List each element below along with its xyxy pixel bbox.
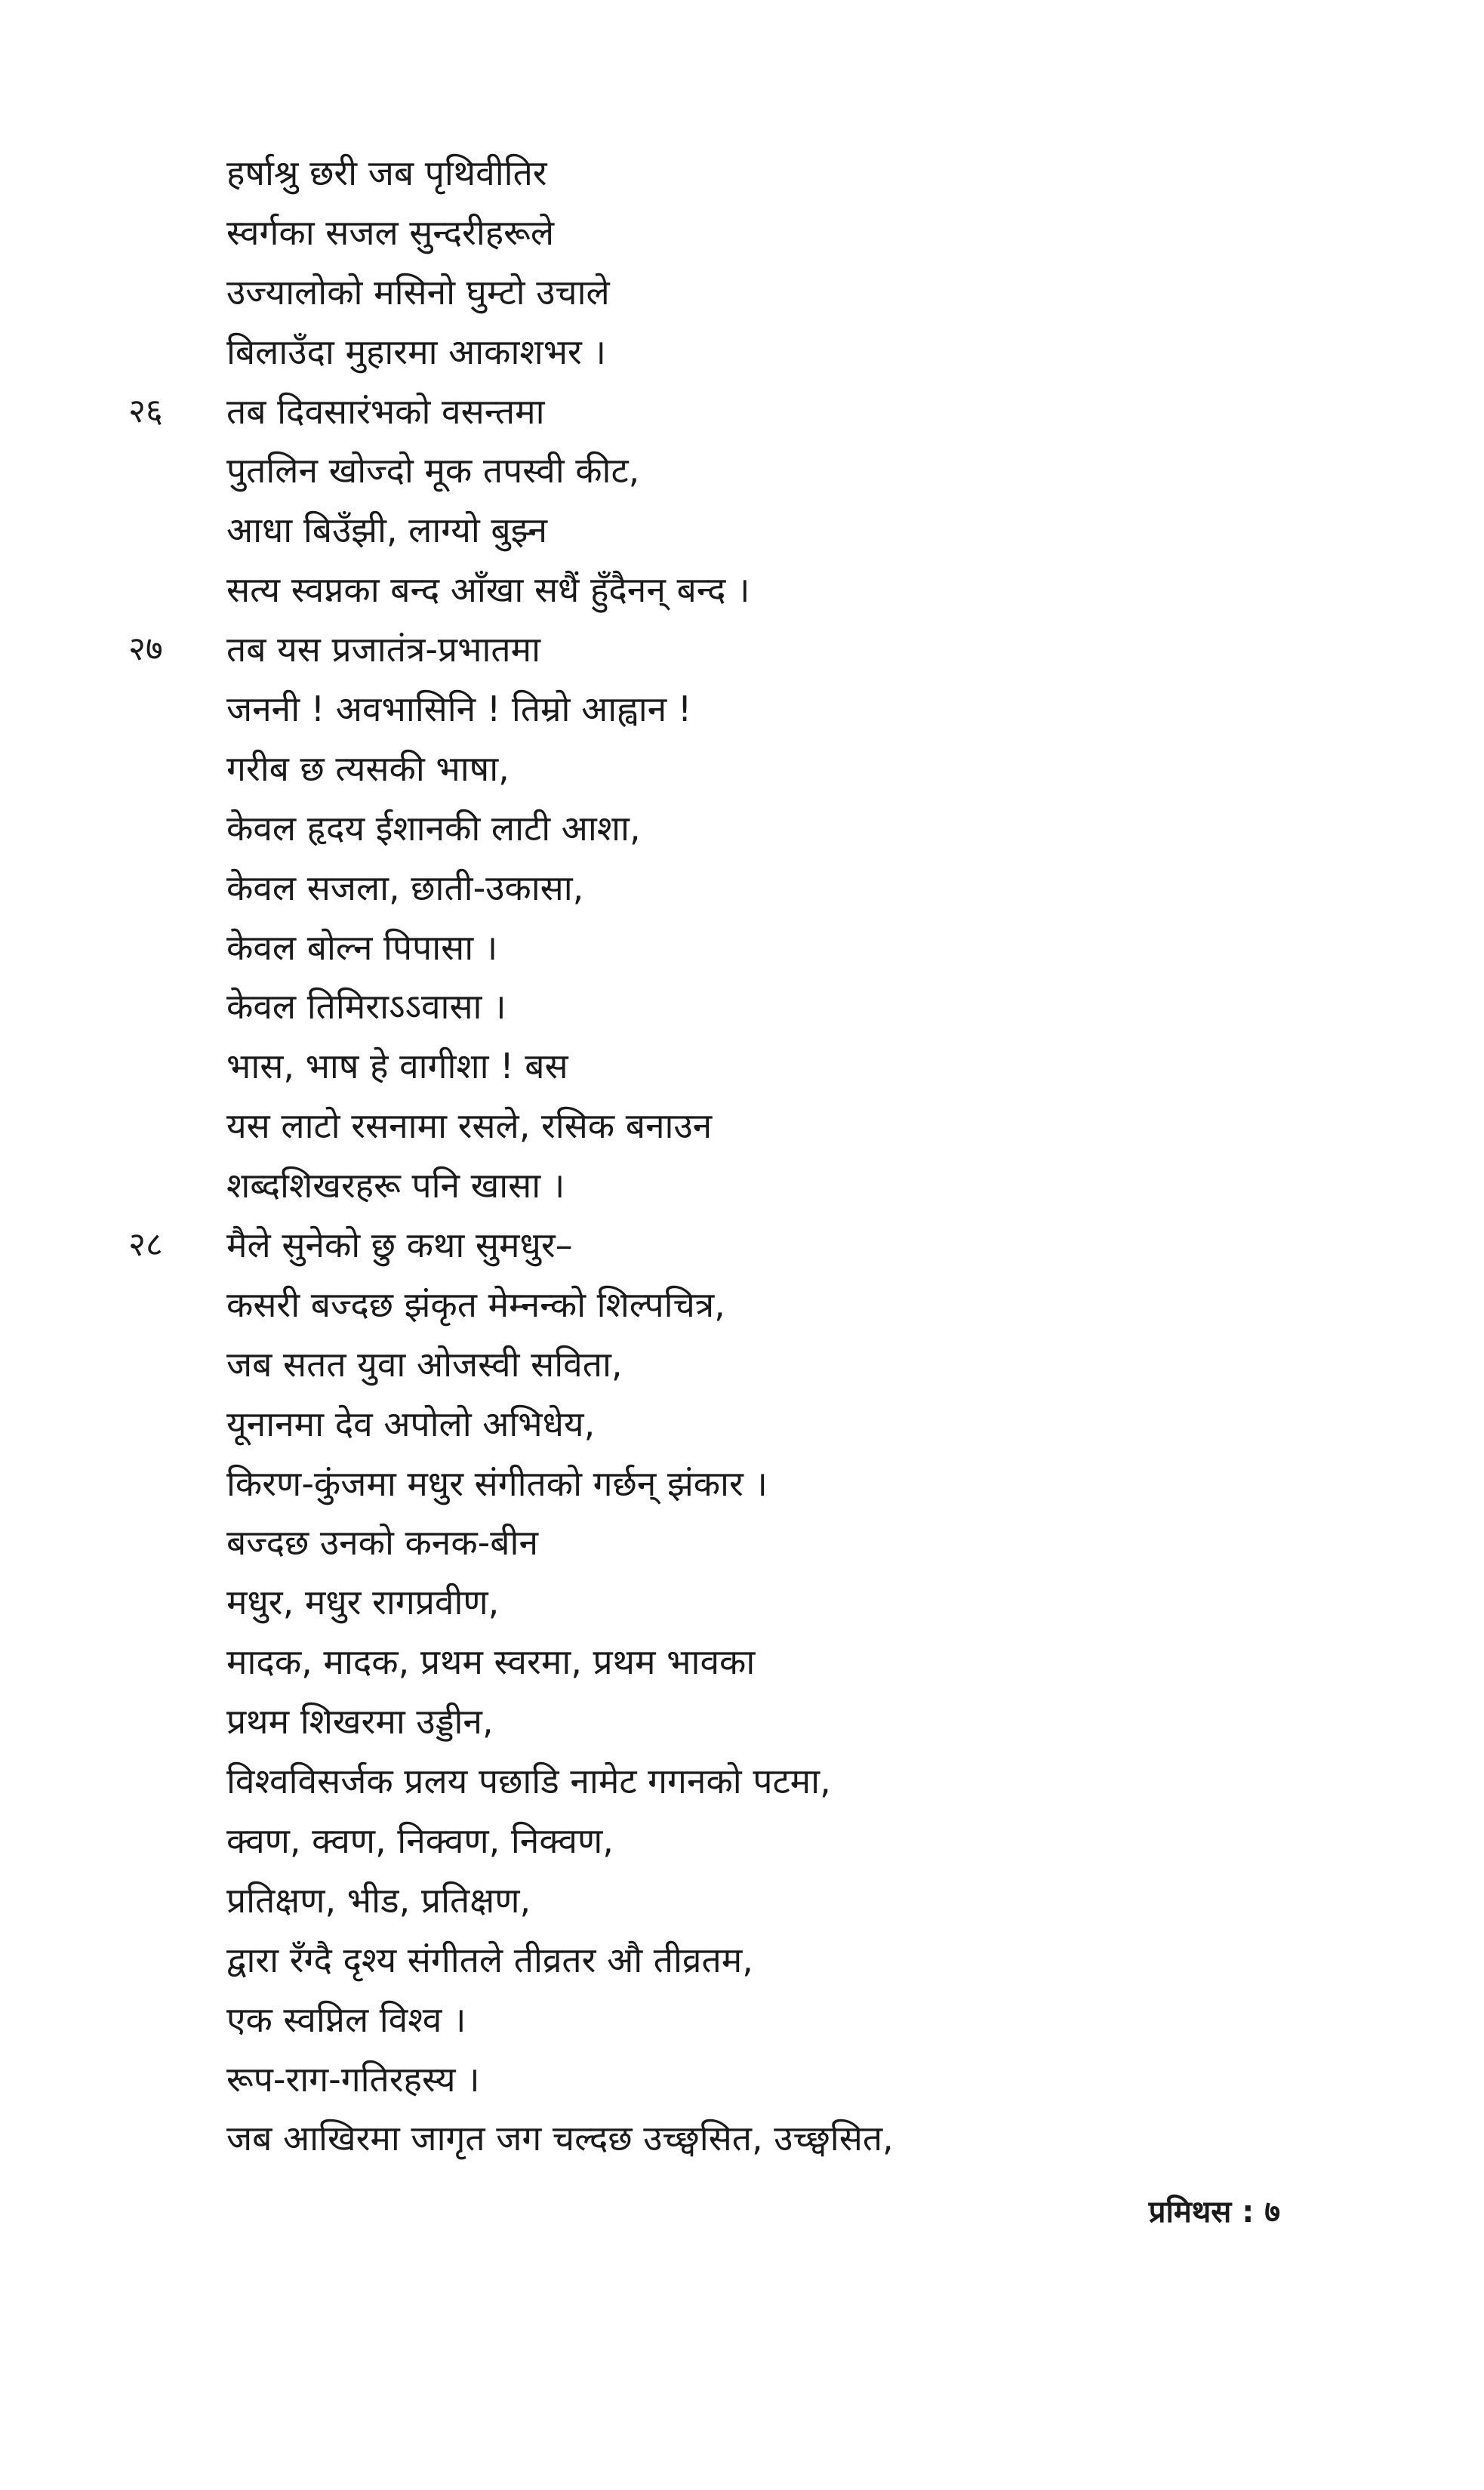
poem-line-text: उज्यालोको मसिनो घुम्टो उचाले [226,271,610,313]
poem-line-text: भास, भाष हे वागीशा ! बस [226,1046,568,1087]
poem-line-text: सत्य स्वप्नका बन्द आँखा सधैं हुँदैनन् बन्द । [226,569,750,611]
poem-line-text: जब आखिरमा जागृत जग चल्दछ उच्छ्वसित, उच्छ्वसित, [226,2118,894,2159]
poem-line-text: हर्षाश्रु छरी जब पृथिवीतिर [226,153,547,193]
poem-line [128,1513,1374,1573]
poem-line-text: बज्दछ उनको कनक-बीन [226,1522,538,1564]
poem-line [128,560,1374,620]
poem-line [128,1335,1374,1394]
poem-line-text: पुतलिन खोज्दो मूक तपस्वी कीट, [226,450,640,492]
poem-line [128,1156,1374,1216]
poem-line [128,1811,1374,1871]
poem-line-text: यूनानमा देव अपोलो अभिधेय, [226,1403,596,1444]
poem-line [128,977,1374,1037]
poem-line [128,1692,1374,1752]
poem-line-text: मधुर, मधुर रागप्रवीण, [226,1582,500,1623]
poem-line-text: कसरी बज्दछ झंकृत मेम्नन्को शिल्पचित्र, [226,1284,725,1325]
poem-line-text: केवल बोल्न पिपासा । [226,926,498,968]
poem-line [128,501,1374,560]
poem-line [128,799,1374,858]
poem-line [128,1871,1374,1931]
poem-line-text: जब सतत युवा ओजस्वी सविता, [226,1343,623,1385]
poem-line [128,918,1374,978]
poem-line [128,1275,1374,1335]
poem-line [128,620,1374,680]
poem-line [128,263,1374,322]
poem-body [128,143,1374,2168]
poem-line [128,1752,1374,1811]
poem-line-text: विश्वविसर्जक प्रलय पछाडि नामेट गगनको पटमा, [226,1761,831,1802]
poem-line [128,1990,1374,2050]
poem-line [128,1454,1374,1514]
poem-line [128,680,1374,739]
poem-line [128,1632,1374,1692]
poem-line [128,739,1374,799]
poem-line [128,1037,1374,1096]
stanza-number: २८ [128,1225,163,1265]
stanza-number: २६ [128,391,163,430]
poem-line [128,1216,1374,1275]
poem-line [128,382,1374,442]
poem-line-text: आधा बिउँझी, लाग्यो बुझ्न [226,510,548,551]
poem-line [128,2109,1374,2168]
page-footer: प्रमिथस : ७ [1148,2195,1280,2230]
poem-line-text: एक स्वप्निल विश्व । [226,1998,466,2040]
poem-line-text: किरण-कुंजमा मधुर संगीतको गर्छन् झंकार । [226,1462,768,1504]
poem-line-text: द्वारा रँग्दै दृश्य संगीतले तीव्रतर औ तीव्रतम, [226,1939,753,1980]
poem-line-text: तब यस प्रजातंत्र-प्रभातमा [226,629,541,670]
poem-line-text: प्रतिक्षण, भीड, प्रतिक्षण, [226,1879,531,1921]
poem-line [128,203,1374,263]
poem-line [128,1096,1374,1156]
stanza-number: २७ [128,630,163,669]
poem-line-text: यस लाटो रसनामा रसले, रसिक बनाउन [226,1105,713,1147]
poem-line [128,858,1374,918]
poem-line-text: रूप-राग-गतिरहस्य । [226,2058,480,2100]
poem-line-text: तब दिवसारंभको वसन्तमा [226,390,545,432]
poem-line [128,143,1374,203]
poem-line-text: स्वर्गका सजल सुन्दरीहरूले [226,211,555,253]
poem-line-text: केवल सजला, छाती-उकासा, [226,867,584,908]
poem-line [128,2050,1374,2109]
poem-line-text: केवल हृदय ईशानकी लाटी आशा, [226,807,641,849]
poem-line-text: जननी ! अवभासिनि ! तिम्रो आह्वान ! [226,689,692,730]
poem-line-text: बिलाउँदा मुहारमा आकाशभर । [226,331,606,372]
poem-line-text: गरीब छ त्यसकी भाषा, [226,747,510,789]
poem-line-text: मादक, मादक, प्रथम स्वरमा, प्रथम भावका [226,1641,756,1683]
poem-line-text: केवल तिमिराऽऽवासा । [226,986,506,1028]
poem-line [128,322,1374,382]
poem-line-text: क्वण, क्वण, निक्वण, निक्वण, [226,1820,614,1861]
poem-line-text: प्रथम शिखरमा उड्डीन, [226,1701,494,1743]
poem-line-text: शब्दशिखरहरू पनि खासा । [226,1165,565,1206]
poem-line [128,1931,1374,1990]
poem-line [128,1394,1374,1454]
poem-line [128,441,1374,501]
poem-line-text: मैले सुनेको छु कथा सुमधुर– [226,1225,573,1266]
poem-line [128,1573,1374,1632]
